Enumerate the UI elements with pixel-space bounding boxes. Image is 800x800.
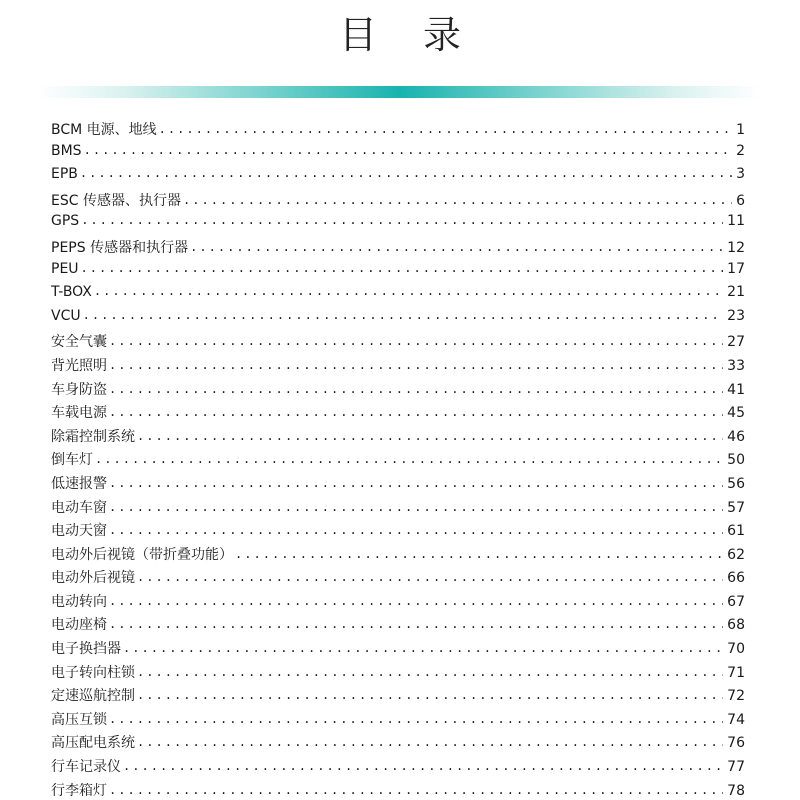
toc-leader-dots	[109, 711, 723, 727]
toc-entry[interactable]	[51, 614, 745, 638]
toc-leader-dots	[109, 499, 723, 515]
toc-entry[interactable]	[51, 379, 745, 403]
toc-entry-page-number: 33	[727, 357, 745, 374]
toc-entry-label: 低速报警	[51, 475, 107, 492]
toc-entry[interactable]	[51, 756, 745, 780]
toc-entry[interactable]	[51, 166, 745, 190]
toc-entry-page-number: 2	[736, 142, 745, 159]
toc-entry-page-number: 21	[727, 284, 745, 301]
toc-entry-page-number: 17	[727, 260, 745, 277]
toc-leader-dots	[190, 239, 723, 255]
toc-entry-label: PEU	[51, 260, 79, 277]
toc-entry-label: BMS	[51, 142, 82, 159]
toc-entry-label: 高压配电系统	[51, 735, 135, 752]
toc-entry-label: 电子换挡器	[51, 641, 121, 658]
toc-entry[interactable]	[51, 308, 745, 332]
toc-entry[interactable]	[51, 237, 745, 261]
toc-leader-dots	[137, 734, 723, 750]
toc-entry[interactable]	[51, 732, 745, 756]
toc-entry-page-number: 41	[727, 381, 745, 398]
toc-leader-dots	[109, 522, 723, 538]
toc-entry-page-number: 61	[727, 523, 745, 540]
toc-entry[interactable]	[51, 473, 745, 497]
toc-entry-label: 车载电源	[51, 405, 107, 422]
toc-entry-page-number: 71	[727, 664, 745, 681]
toc-list	[51, 119, 745, 800]
toc-entry-label: GPS	[51, 213, 80, 230]
toc-entry-label: BCM 电源、地线	[51, 122, 157, 138]
toc-leader-dots	[81, 260, 724, 276]
toc-entry-label: 电动座椅	[51, 617, 107, 634]
toc-entry-page-number: 1	[736, 122, 745, 138]
toc-leader-dots	[80, 165, 732, 181]
toc-leader-dots	[109, 475, 723, 491]
toc-entry-page-number: 50	[727, 452, 745, 469]
toc-leader-dots	[109, 593, 723, 609]
toc-entry[interactable]	[51, 119, 745, 143]
toc-entry-page-number: 27	[727, 334, 745, 351]
toc-entry-label: 背光照明	[51, 357, 107, 374]
toc-entry-label: 除霜控制系统	[51, 428, 135, 445]
toc-entry-page-number: 78	[727, 782, 745, 799]
toc-entry-page-number: 12	[727, 239, 745, 256]
toc-entry[interactable]	[51, 591, 745, 615]
toc-entry-page-number: 45	[727, 405, 745, 422]
toc-entry-page-number: 76	[727, 735, 745, 752]
toc-entry-label: 电动外后视镜	[51, 570, 135, 587]
toc-leader-dots	[109, 333, 723, 349]
toc-entry-page-number: 46	[727, 428, 745, 445]
toc-entry-page-number: 72	[727, 688, 745, 705]
toc-leader-dots	[159, 121, 732, 137]
toc-entry[interactable]	[51, 520, 745, 544]
toc-entry[interactable]	[51, 449, 745, 473]
toc-entry[interactable]	[51, 402, 745, 426]
toc-entry-page-number: 67	[727, 593, 745, 610]
page-title: 目录	[338, 13, 507, 57]
toc-entry[interactable]	[51, 567, 745, 591]
toc-entry-label: 高压互锁	[51, 711, 107, 728]
toc-leader-dots	[123, 640, 723, 656]
toc-leader-dots	[137, 428, 723, 444]
toc-leader-dots	[83, 307, 724, 323]
toc-entry-page-number: 57	[727, 499, 745, 516]
toc-entry-label: 电动外后视镜（带折叠功能）	[51, 546, 233, 563]
toc-entry-page-number: 6	[736, 192, 745, 209]
toc-leader-dots	[109, 381, 723, 397]
toc-entry-label: 电动转向	[51, 593, 107, 610]
toc-entry-page-number: 68	[727, 617, 745, 634]
toc-entry-page-number: 11	[727, 213, 745, 230]
toc-entry-label: 车身防盗	[51, 381, 107, 398]
toc-entry-label: 电动车窗	[51, 499, 107, 516]
toc-entry-label: 行李箱灯	[51, 782, 107, 799]
toc-entry[interactable]	[51, 638, 745, 662]
toc-entry-page-number: 77	[727, 759, 745, 776]
toc-entry-page-number: 23	[727, 307, 745, 324]
toc-entry-label: VCU	[51, 307, 81, 324]
toc-leader-dots	[137, 687, 723, 703]
toc-entry-page-number: 66	[727, 570, 745, 587]
toc-entry[interactable]	[51, 709, 745, 733]
toc-entry[interactable]	[51, 685, 745, 709]
toc-leader-dots	[109, 357, 723, 373]
toc-leader-dots	[109, 616, 723, 632]
toc-entry[interactable]	[51, 662, 745, 686]
toc-entry-label: 安全气囊	[51, 334, 107, 351]
toc-entry-label: 电动天窗	[51, 523, 107, 540]
toc-entry-label: T-BOX	[51, 284, 92, 301]
toc-entry[interactable]	[51, 190, 745, 214]
toc-entry-page-number: 74	[727, 711, 745, 728]
toc-entry-label: 定速巡航控制	[51, 688, 135, 705]
toc-leader-dots	[81, 212, 723, 228]
toc-leader-dots	[95, 451, 723, 467]
toc-entry[interactable]	[51, 426, 745, 450]
toc-entry-label: ESC 传感器、执行器	[51, 192, 181, 209]
toc-entry-page-number: 62	[727, 546, 745, 563]
toc-entry[interactable]	[51, 143, 745, 167]
toc-entry-page-number: 3	[736, 166, 745, 183]
toc-entry-label: 行车记录仪	[51, 759, 121, 776]
toc-entry-page-number: 70	[727, 641, 745, 658]
toc-leader-dots	[123, 758, 723, 774]
toc-entry[interactable]	[51, 355, 745, 379]
toc-leader-dots	[137, 569, 723, 585]
toc-leader-dots	[235, 546, 723, 562]
toc-entry-label: 电子转向柱锁	[51, 664, 135, 681]
toc-entry[interactable]	[51, 213, 745, 237]
toc-leader-dots	[94, 283, 723, 299]
toc-entry[interactable]	[51, 780, 745, 800]
toc-leader-dots	[109, 782, 723, 798]
title-divider	[40, 86, 760, 98]
toc-entry[interactable]	[51, 331, 745, 355]
toc-leader-dots	[84, 142, 733, 158]
toc-entry[interactable]	[51, 497, 745, 521]
toc-entry-label: 倒车灯	[51, 452, 93, 469]
toc-entry[interactable]	[51, 284, 745, 308]
toc-leader-dots	[137, 664, 723, 680]
toc-entry[interactable]	[51, 261, 745, 285]
toc-leader-dots	[109, 404, 723, 420]
toc-entry-label: PEPS 传感器和执行器	[51, 239, 189, 256]
toc-entry-page-number: 56	[727, 475, 745, 492]
toc-entry-label: EPB	[51, 166, 78, 183]
toc-entry[interactable]	[51, 544, 745, 568]
toc-leader-dots	[183, 192, 732, 208]
